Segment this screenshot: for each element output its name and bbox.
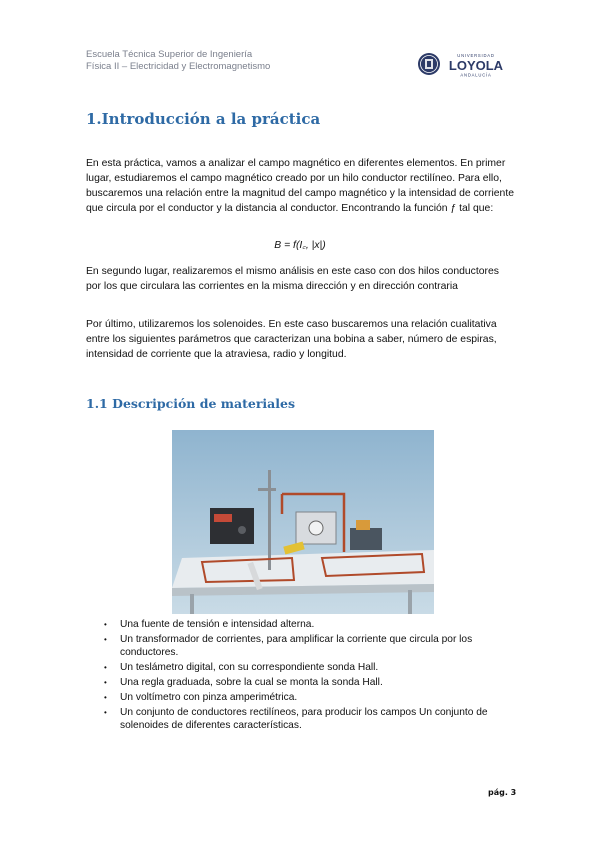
list-item [104, 692, 518, 705]
bullet-icon: • [104, 707, 107, 717]
list-item [104, 619, 518, 632]
bullet-icon: • [104, 677, 107, 687]
section-title-materials: 1.1 Descripción de materiales [86, 396, 296, 411]
list-item [104, 662, 518, 675]
logo-university-text: UNIVERSIDAD [457, 53, 495, 58]
university-logo [416, 49, 516, 79]
formula: B = f(I꜀, |x|) [274, 240, 326, 251]
list-item-text: Una regla graduada, sobre la cual se monta la sonda Hall. [120, 676, 383, 688]
list-item [104, 707, 518, 733]
list-item [104, 634, 518, 660]
list-item-text: Un conjunto de conductores rectilíneos, para producir los campos Un conjunto de solenoides de diferentes características. [120, 706, 488, 731]
intro-paragraph-3: Por último, utilizaremos los solenoides. En este caso buscaremos una relación cualitativa entre los siguientes parámetros que caracterizan una bobina a saber, número de espiras, intensidad de corriente que la atraviesa, radio y longitud. [86, 319, 497, 360]
list-item [104, 677, 518, 690]
logo-name-text: LOYOLA [448, 58, 504, 73]
section-title-introduction: 1.Introducción a la práctica [86, 110, 321, 128]
logo-emblem-icon [418, 53, 440, 75]
bullet-icon: • [104, 692, 107, 702]
bullet-icon: • [104, 662, 107, 672]
page-number: pág. 3 [488, 788, 517, 797]
materials-list [104, 619, 518, 735]
list-item-text: Un voltímetro con pinza amperimétrica. [120, 691, 298, 703]
document-header [86, 49, 270, 73]
logo-region-text: ANDALUCÍA [460, 72, 492, 78]
list-item-text: Un transformador de corrientes, para amplificar la corriente que circula por los conductores. [120, 633, 473, 658]
header-course: Física II – Electricidad y Electromagnetismo [86, 61, 271, 72]
bullet-icon: • [104, 634, 107, 644]
list-item-text: Un teslámetro digital, con su correspondiente sonda Hall. [120, 661, 379, 673]
header-school: Escuela Técnica Superior de Ingeniería [86, 49, 253, 60]
list-item-text: Una fuente de tensión e intensidad alterna. [120, 619, 315, 630]
lab-equipment-photo [172, 430, 434, 614]
intro-paragraph-1: En esta práctica, vamos a analizar el campo magnético en diferentes elementos. En primer lugar, estudiaremos el campo magnético creado por un hilo conductor rectilíneo. Para ello, buscaremos una relación entre la magnitud del campo magnético y la intensidad de corriente que circula por el conductor y la distancia al conductor. Encontrando la función ƒ tal que: [86, 158, 514, 214]
intro-paragraph-2: En segundo lugar, realizaremos el mismo análisis en este caso con dos hilos conductores por los que circulara las corrientes en la misma dirección y en dirección contraria [86, 266, 499, 292]
bullet-icon: • [104, 620, 107, 629]
